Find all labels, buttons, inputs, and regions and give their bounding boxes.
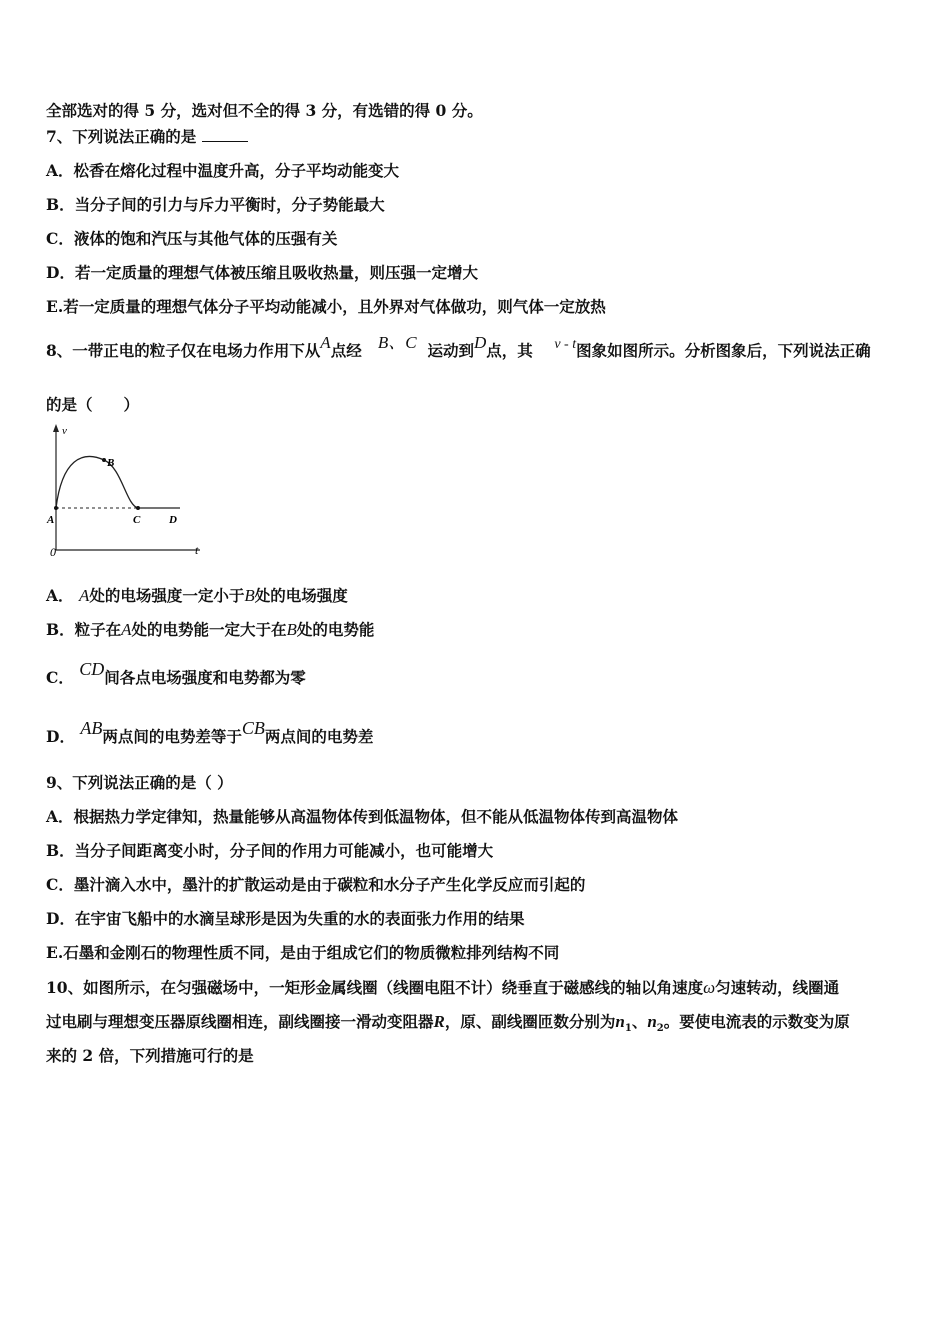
point-b xyxy=(102,458,106,462)
scoring-intro: 全部选对的得 5 分，选对但不全的得 3 分，有选错的得 0 分。 xyxy=(46,101,483,120)
y-axis-arrow-icon xyxy=(53,424,59,432)
option-text: 两点间的电势差等于 xyxy=(102,727,242,746)
label-a: A xyxy=(47,514,55,526)
option-text: 处的电势能 xyxy=(296,620,375,639)
option-label: B．粒子在 xyxy=(46,620,122,639)
var: CB xyxy=(241,718,265,738)
q10-text: 匀速转动，线圈通 xyxy=(715,978,840,997)
option-label: C． xyxy=(46,668,74,687)
q9-stem: 9、下列说法正确的是（ ） xyxy=(46,773,233,792)
point-a xyxy=(54,506,58,510)
option-text: 两点间的电势差 xyxy=(264,727,374,746)
q9-option-a: A．根据热力学定律知，热量能够从高温物体传到低温物体，但不能从低温物体传到高温物体 xyxy=(46,807,679,826)
n2-subscript: 2 xyxy=(656,1023,664,1034)
q8-stem-line2: 的是（ ） xyxy=(46,395,140,414)
q7-stem xyxy=(46,126,248,148)
point-c xyxy=(136,506,140,510)
x-axis-label: t xyxy=(195,543,199,557)
answer-blank xyxy=(202,127,248,142)
q7-option-e: E.若一定质量的理想气体分子平均动能减小，且外界对气体做功，则气体一定放热 xyxy=(46,297,606,316)
q8-option-b xyxy=(46,619,374,641)
q8-stem-part: 点经 xyxy=(330,341,362,360)
q9-option-e: E.石墨和金刚石的物理性质不同，是由于组成它们的物质微粒排列结构不同 xyxy=(46,943,560,962)
option-text: 处的电势能一定大于在 xyxy=(131,620,287,639)
q8-var-d: D xyxy=(473,333,487,352)
var: A xyxy=(78,586,90,605)
option-text: 处的电场强度一定小于 xyxy=(89,586,245,605)
var: AB xyxy=(80,718,103,738)
q7-option-b: B．当分子间的引力与斥力平衡时，分子势能最大 xyxy=(46,195,385,214)
q10-line2 xyxy=(46,1011,850,1036)
q8-var-a: A xyxy=(320,333,331,352)
var: CD xyxy=(79,659,105,679)
var: B xyxy=(244,586,255,605)
origin-label: 0 xyxy=(50,545,56,559)
n1-symbol: n xyxy=(615,1012,625,1031)
vt-curve xyxy=(56,456,138,508)
separator: 、 xyxy=(631,1012,648,1031)
q10-text: 。要使电流表的示数变为原 xyxy=(663,1012,850,1031)
q8-stem-part: 图象如图所示。分析图象后，下列说法正确 xyxy=(576,341,871,360)
q8-option-c xyxy=(46,659,306,689)
q7-stem-text: 7、下列说法正确的是 xyxy=(46,127,197,146)
q9-option-d: D．在宇宙飞船中的水滴呈球形是因为失重的水的表面张力作用的结果 xyxy=(46,909,525,928)
q8-var-vt: v - t xyxy=(554,337,577,352)
q8-stem xyxy=(46,333,916,364)
var: B xyxy=(286,620,297,639)
n2-symbol: n xyxy=(647,1012,657,1031)
q10-text: 过电刷与理想变压器原线圈相连，副线圈接一滑动变阻器 xyxy=(46,1012,434,1031)
option-text: 处的电场强度 xyxy=(254,586,348,605)
q10-line1 xyxy=(46,977,839,999)
label-d: D xyxy=(169,514,177,526)
omega-symbol: ω xyxy=(703,978,716,997)
q8-stem-part: 点，其 xyxy=(486,341,533,360)
q10-text: 10、如图所示，在匀强磁场中，一矩形金属线圈（线圈电阻不计）绕垂直于磁感线的轴以角速度 xyxy=(46,978,704,997)
n1-subscript: 1 xyxy=(624,1023,632,1034)
q8-option-d xyxy=(46,718,374,748)
q9-option-c: C．墨汁滴入水中，墨汁的扩散运动是由于碳粒和水分子产生化学反应而引起的 xyxy=(46,875,586,894)
option-label: D． xyxy=(46,727,75,746)
q7-option-a: A．松香在熔化过程中温度升高，分子平均动能变大 xyxy=(46,161,400,180)
var: A xyxy=(121,620,132,639)
option-text: 间各点电场强度和电势都为零 xyxy=(104,668,306,687)
q7-option-c: C．液体的饱和汽压与其他气体的压强有关 xyxy=(46,229,338,248)
resistor-symbol: R xyxy=(433,1012,445,1031)
q8-var-bc: B、C xyxy=(377,333,417,352)
q10-text: ，原、副线圈匝数分别为 xyxy=(444,1012,616,1031)
label-c: C xyxy=(133,514,141,526)
q7-option-d: D．若一定质量的理想气体被压缩且吸收热量，则压强一定增大 xyxy=(46,263,478,282)
q8-stem-part: 8、一带正电的粒子仅在电场力作用下从 xyxy=(46,341,321,360)
option-label: A． xyxy=(46,586,74,605)
y-axis-label: v xyxy=(62,425,67,437)
q9-option-b: B．当分子间距离变小时，分子间的作用力可能减小，也可能增大 xyxy=(46,841,494,860)
label-b: B xyxy=(107,457,115,469)
q8-stem-part: 运动到 xyxy=(427,341,474,360)
q8-option-a xyxy=(46,585,348,607)
q10-line3: 来的 2 倍，下列措施可行的是 xyxy=(46,1046,254,1065)
vt-graph xyxy=(40,420,220,560)
